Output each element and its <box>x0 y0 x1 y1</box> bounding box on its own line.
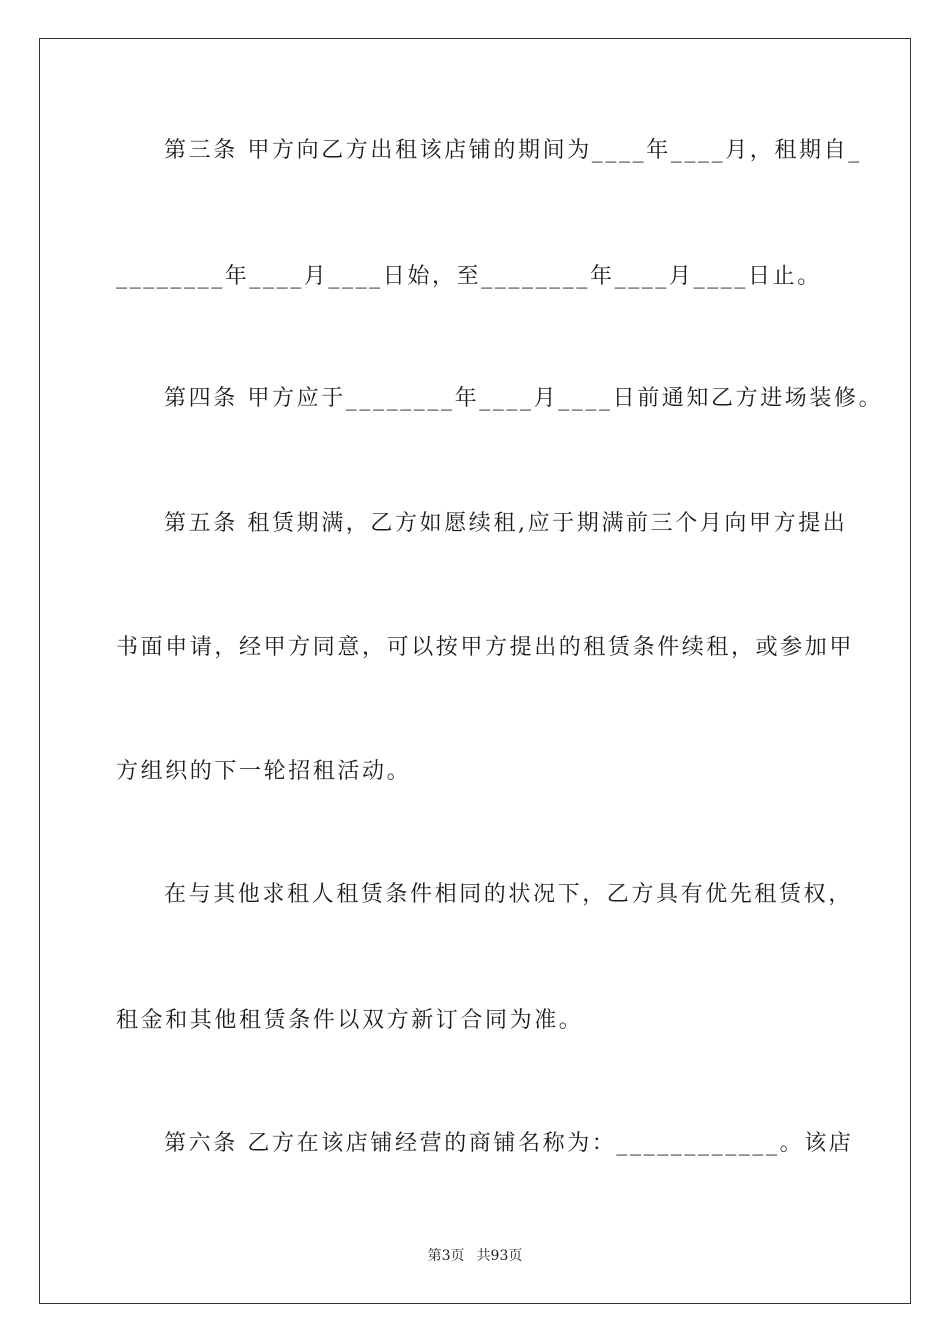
priority-line-1: 在与其他求租人租赁条件相同的状况下，乙方具有优先租赁权， <box>164 882 853 907</box>
clause-5-line-1: 第五条 租赁期满，乙方如愿续租,应于期满前三个月向甲方提出 <box>164 511 848 536</box>
clause-3-line-1: 第三条 甲方向乙方出租该店铺的期间为____年____月，租期自_ <box>164 138 862 163</box>
clause-4-line-1: 第四条 甲方应于________年____月____日前通知乙方进场装修。 <box>164 386 884 411</box>
page-number: 第3页 <box>427 1248 465 1264</box>
page-border <box>39 38 911 1304</box>
clause-3-line-2: ________年____月____日始，至________年____月____日止。 <box>116 264 822 289</box>
priority-line-2: 租金和其他租赁条件以双方新订合同为准。 <box>116 1008 584 1033</box>
clause-6-line-1: 第六条 乙方在该店铺经营的商铺名称为：____________。该店 <box>164 1131 854 1156</box>
page-total: 共93页 <box>476 1248 523 1264</box>
page-footer <box>0 1246 950 1266</box>
clause-5-line-2: 书面申请，经甲方同意，可以按甲方提出的租赁条件续租，或参加甲 <box>116 635 855 660</box>
clause-5-line-3: 方组织的下一轮招租活动。 <box>116 759 412 784</box>
